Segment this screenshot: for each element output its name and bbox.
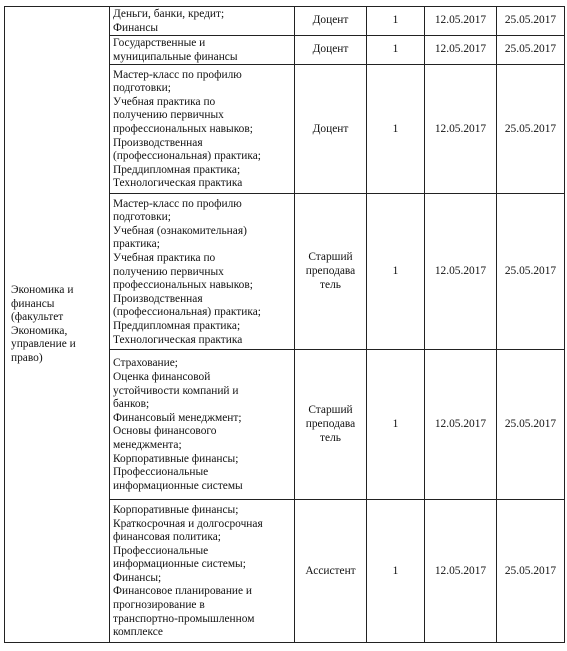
position-cell <box>295 7 367 36</box>
discipline-cell <box>110 7 295 36</box>
discipline-line: финансовая политика; <box>113 531 221 544</box>
discipline-line: Государственные и <box>113 37 206 50</box>
discipline-line: Производственная <box>113 292 203 305</box>
discipline-line: информационные системы <box>113 479 243 492</box>
position-line: Доцент <box>312 122 349 135</box>
discipline-line: Мастер-класс по профилю <box>113 68 242 81</box>
discipline-line: Краткосрочная и долгосрочная <box>113 517 263 530</box>
date-to-cell: 25.05.2017 <box>497 350 565 500</box>
direction-line: Экономика и <box>11 283 74 296</box>
position-line: Ассистент <box>305 564 356 577</box>
discipline-line: Корпоративные финансы; <box>113 503 239 516</box>
discipline-line: банков; <box>113 398 150 411</box>
discipline-line: менеджмента; <box>113 438 182 451</box>
discipline-cell <box>110 65 295 194</box>
position-cell <box>295 194 367 350</box>
discipline-line: транспортно-промышленном <box>113 612 255 625</box>
date-from-cell: 12.05.2017 <box>425 36 497 65</box>
position-line: Старший <box>308 404 353 417</box>
position-line: Доцент <box>312 14 349 27</box>
discipline-cell <box>110 500 295 643</box>
date-to-cell: 25.05.2017 <box>497 500 565 643</box>
count-cell: 1 <box>367 36 425 65</box>
direction-line: управление и <box>11 338 76 351</box>
date-to-cell: 25.05.2017 <box>497 36 565 65</box>
discipline-line: Производственная <box>113 136 203 149</box>
discipline-cell <box>110 350 295 500</box>
position-line: Доцент <box>312 43 349 56</box>
position-line: преподава <box>305 418 356 431</box>
table-body <box>5 7 565 643</box>
position-line: тель <box>320 431 341 444</box>
discipline-line: подготовки; <box>113 82 171 95</box>
discipline-line: Деньги, банки, кредит; <box>113 8 225 20</box>
discipline-line: Основы финансового <box>113 425 217 438</box>
discipline-line: Преддипломная практика; <box>113 319 241 332</box>
count-cell: 1 <box>367 7 425 36</box>
count-cell: 1 <box>367 194 425 350</box>
discipline-line: (профессиональная) практика; <box>113 150 261 163</box>
discipline-line: муниципальные финансы <box>113 50 238 63</box>
direction-line: (факультет <box>11 311 64 324</box>
discipline-line: Учебная практика по <box>113 95 216 108</box>
discipline-line: Технологическая практика <box>113 333 243 346</box>
date-from-cell: 12.05.2017 <box>425 500 497 643</box>
discipline-line: Страхование; <box>113 357 178 370</box>
date-from-cell: 12.05.2017 <box>425 350 497 500</box>
discipline-line: Финансы <box>113 21 159 34</box>
discipline-cell <box>110 194 295 350</box>
date-to-cell: 25.05.2017 <box>497 194 565 350</box>
count-cell: 1 <box>367 65 425 194</box>
discipline-line: профессиональных навыков; <box>113 279 253 292</box>
discipline-cell <box>110 36 295 65</box>
count-cell: 1 <box>367 500 425 643</box>
date-to-cell: 25.05.2017 <box>497 65 565 194</box>
discipline-line: Оценка финансовой <box>113 371 211 383</box>
positions-table <box>4 6 565 643</box>
count-cell: 1 <box>367 350 425 500</box>
discipline-line: профессиональных навыков; <box>113 123 253 136</box>
position-cell <box>295 500 367 643</box>
discipline-line: Финансовый менеджмент; <box>113 411 242 424</box>
discipline-line: прогнозирование в <box>113 599 205 612</box>
discipline-line: подготовки; <box>113 211 171 224</box>
date-from-cell: 12.05.2017 <box>425 65 497 194</box>
date-from-cell: 12.05.2017 <box>425 7 497 36</box>
discipline-line: Профессиональные <box>113 544 209 557</box>
discipline-line: Финансы; <box>113 571 162 584</box>
direction-line: Экономика, <box>11 324 68 337</box>
discipline-line: устойчивости компаний и <box>113 384 239 397</box>
discipline-line: комплексе <box>113 626 163 639</box>
discipline-line: Учебная практика по <box>113 251 216 264</box>
discipline-line: Преддипломная практика; <box>113 163 241 176</box>
direction-cell <box>5 7 110 643</box>
position-cell <box>295 350 367 500</box>
discipline-line: Профессиональные <box>113 466 209 479</box>
table-row <box>5 7 565 36</box>
discipline-line: практика; <box>113 238 160 251</box>
direction-line: финансы <box>11 297 55 310</box>
date-from-cell: 12.05.2017 <box>425 194 497 350</box>
discipline-line: Мастер-класс по профилю <box>113 197 242 210</box>
discipline-line: информационные системы; <box>113 558 246 571</box>
date-to-cell: 25.05.2017 <box>497 7 565 36</box>
position-line: Старший <box>308 251 353 264</box>
discipline-line: получению первичных <box>113 265 224 278</box>
direction-line: право) <box>11 351 43 364</box>
position-line: преподава <box>305 265 356 278</box>
discipline-line: Учебная (ознакомительная) <box>113 224 247 237</box>
position-line: тель <box>320 278 341 291</box>
position-cell <box>295 36 367 65</box>
discipline-line: Технологическая практика <box>113 177 243 190</box>
discipline-line: (профессиональная) практика; <box>113 306 261 319</box>
position-cell <box>295 65 367 194</box>
discipline-line: Финансовое планирование и <box>113 585 253 598</box>
discipline-line: Корпоративные финансы; <box>113 452 239 465</box>
discipline-line: получению первичных <box>113 109 224 122</box>
